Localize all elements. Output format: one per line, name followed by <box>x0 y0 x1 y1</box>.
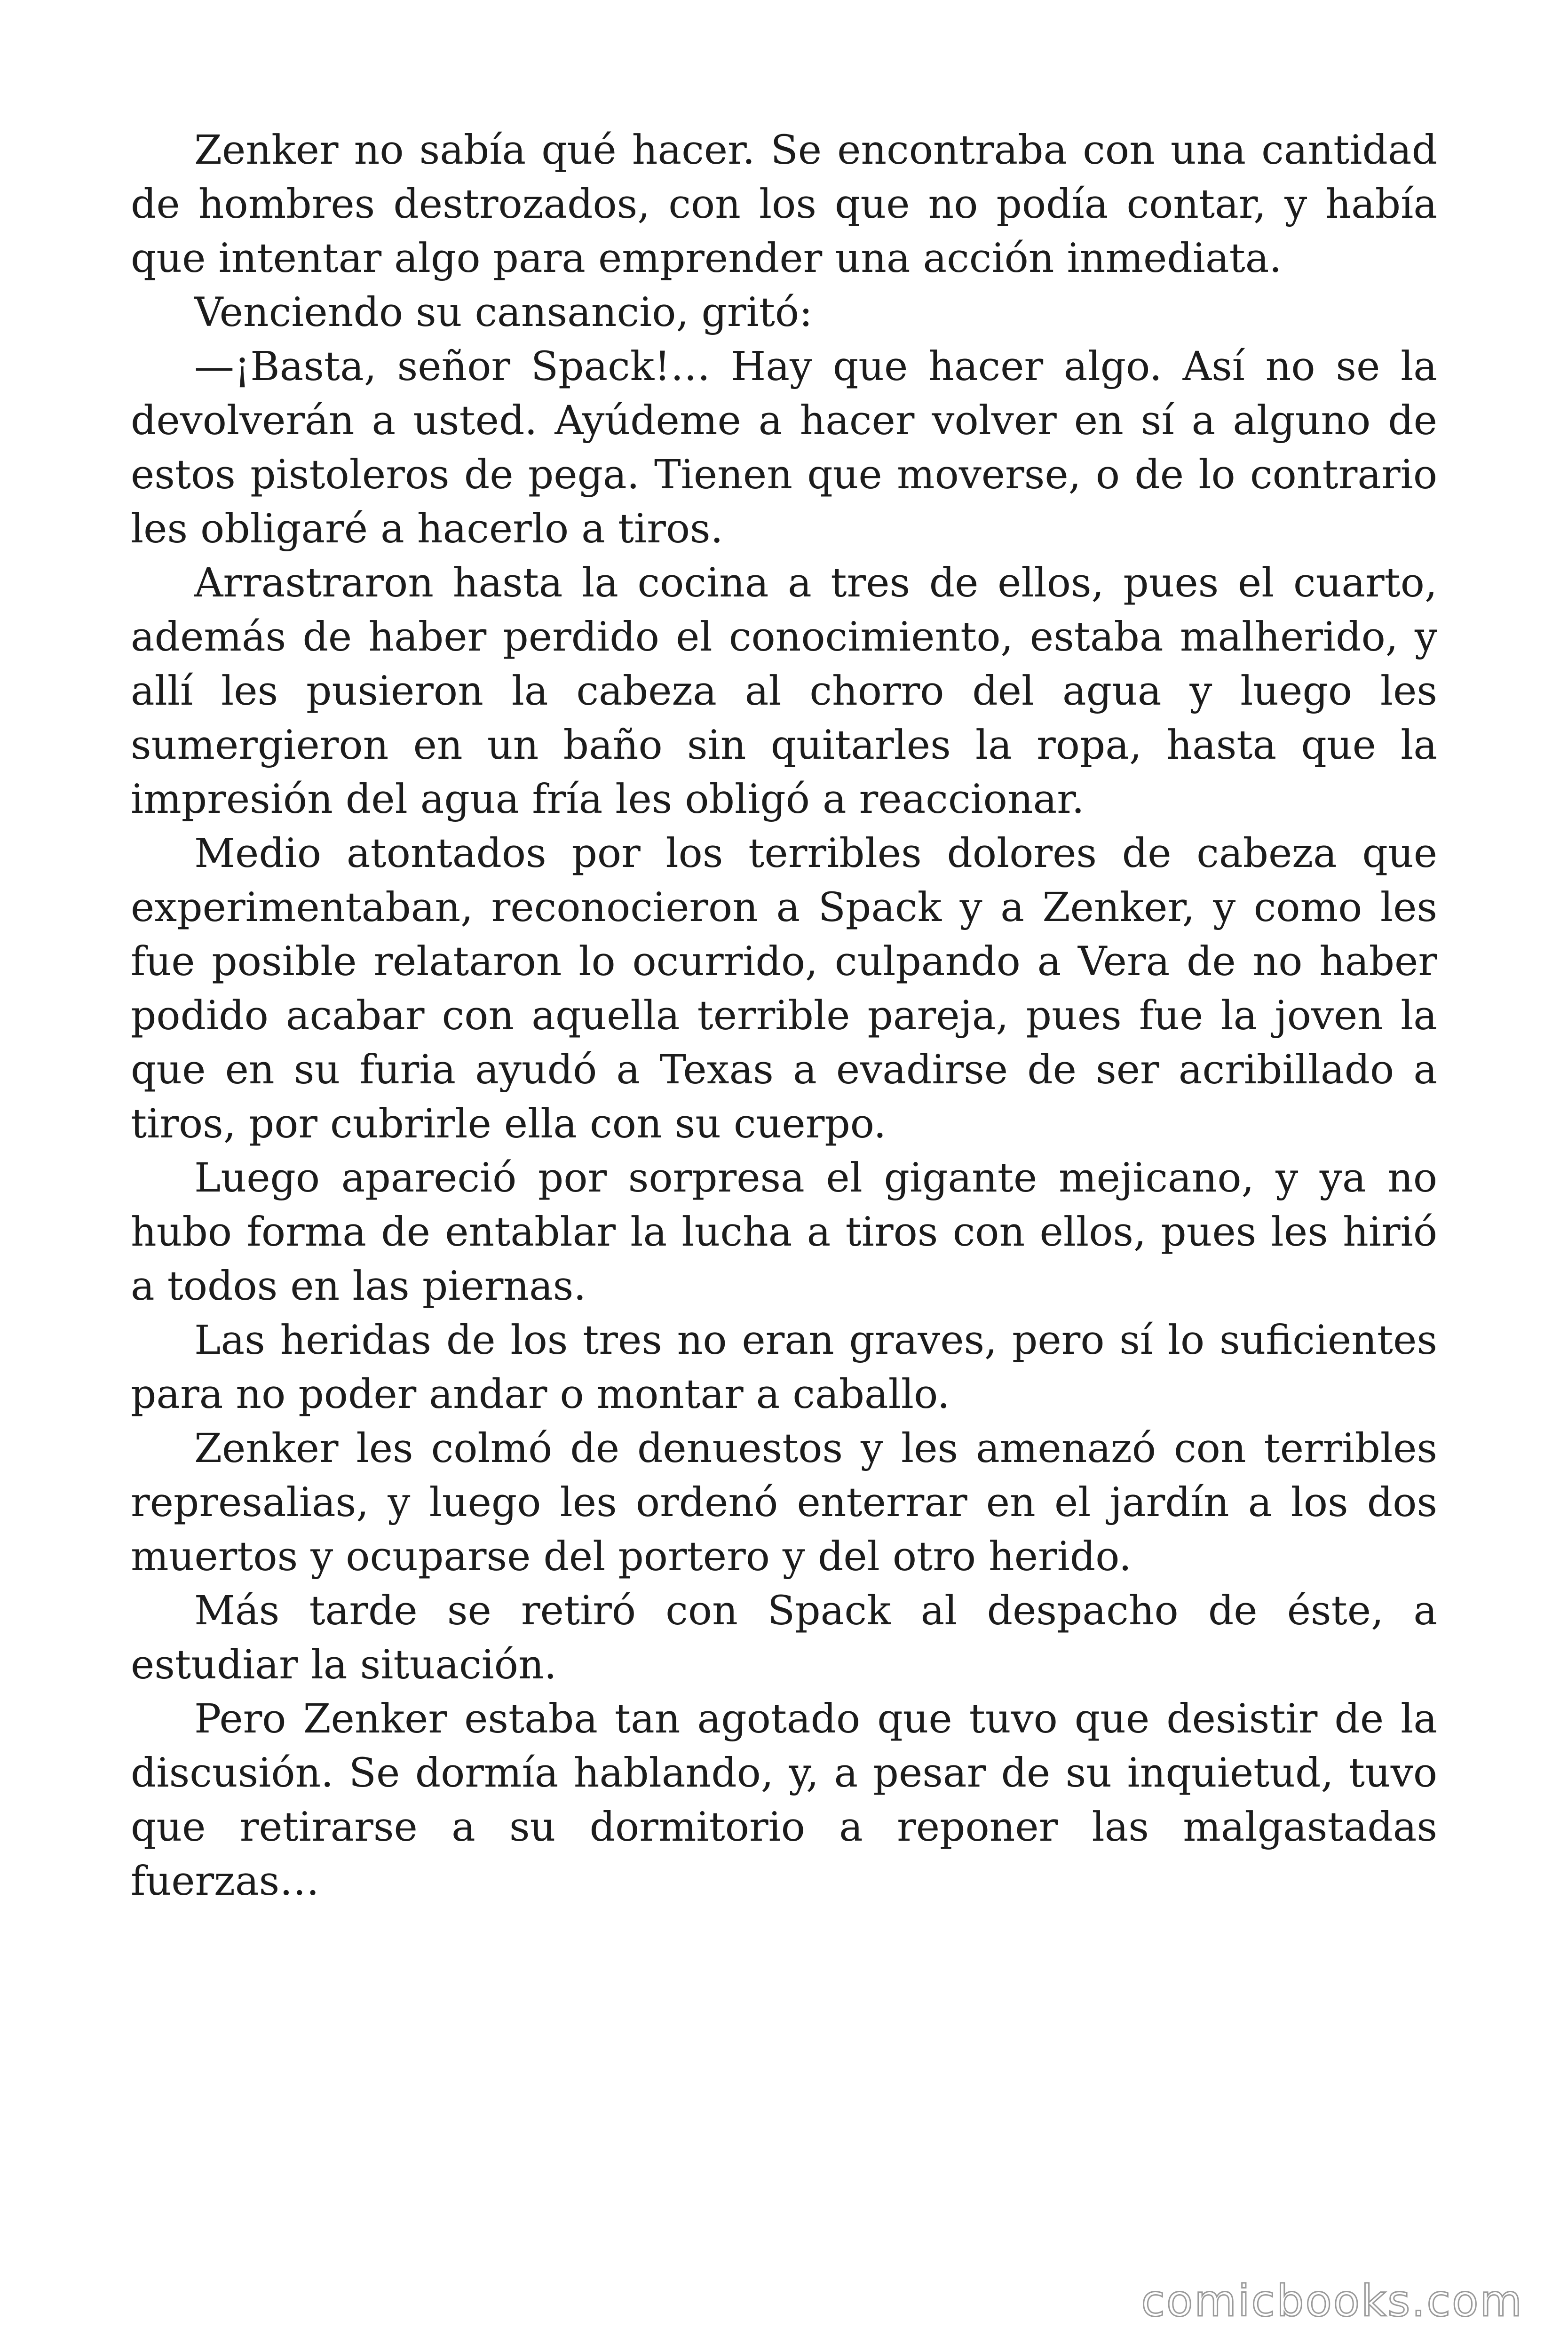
paragraph: Zenker les colmó de denuestos y les amenazó con terribles represalias, y luego les ordenó enterrar en el jardín a los dos muertos y ocuparse del portero y del otro herido. <box>131 1425 1437 1580</box>
paragraph: Arrastraron hasta la cocina a tres de ellos, pues el cuarto, además de haber perdido el conocimiento, estaba malherido, y allí les pusieron la cabeza al chorro del agua y luego les sumergieron en un baño sin quitarles la ropa, hasta que la impresión del agua fría les obligó a reaccionar. <box>131 560 1437 823</box>
paragraph: Las heridas de los tres no eran graves, pero sí lo suficientes para no poder andar o montar a caballo. <box>131 1317 1437 1418</box>
paragraph: —¡Basta, señor Spack!… Hay que hacer algo. Así no se la devolverán a usted. Ayúdeme a hacer volver en sí a alguno de estos pistoleros de pega. Tienen que moverse, o de lo contrario les obligaré a hacerlo a tiros. <box>131 343 1437 552</box>
paragraph: Pero Zenker estaba tan agotado que tuvo que desistir de la discusión. Se dormía hablando, y, a pesar de su inquietud, tuvo que retirarse a su dormitorio a reponer las malgastadas fuerzas… <box>131 1696 1437 1905</box>
paragraph: Luego apareció por sorpresa el gigante mejicano, y ya no hubo forma de entablar la lucha a tiros con ellos, pues les hirió a todos en las piernas. <box>131 1155 1437 1310</box>
paragraph: Venciendo su cansancio, gritó: <box>194 289 813 336</box>
paragraph: Más tarde se retiró con Spack al despacho de éste, a estudiar la situación. <box>131 1588 1437 1688</box>
body-text <box>131 123 1437 1908</box>
watermark: comicbooks.com <box>1141 2276 1523 2326</box>
paragraph: Medio atontados por los terribles dolores de cabeza que experimentaban, reconocieron a Spack y a Zenker, y como les fue posible relataron lo ocurrido, culpando a Vera de no haber podido acabar con aquella terrible pareja, pues fue la joven la que en su furia ayudó a Texas a evadirse de ser acribillado a tiros, por cubrirle ella con su cuerpo. <box>131 830 1437 1147</box>
paragraph: Zenker no sabía qué hacer. Se encontraba con una cantidad de hombres destrozados, con los que no podía contar, y había que intentar algo para emprender una acción inmediata. <box>131 127 1437 282</box>
